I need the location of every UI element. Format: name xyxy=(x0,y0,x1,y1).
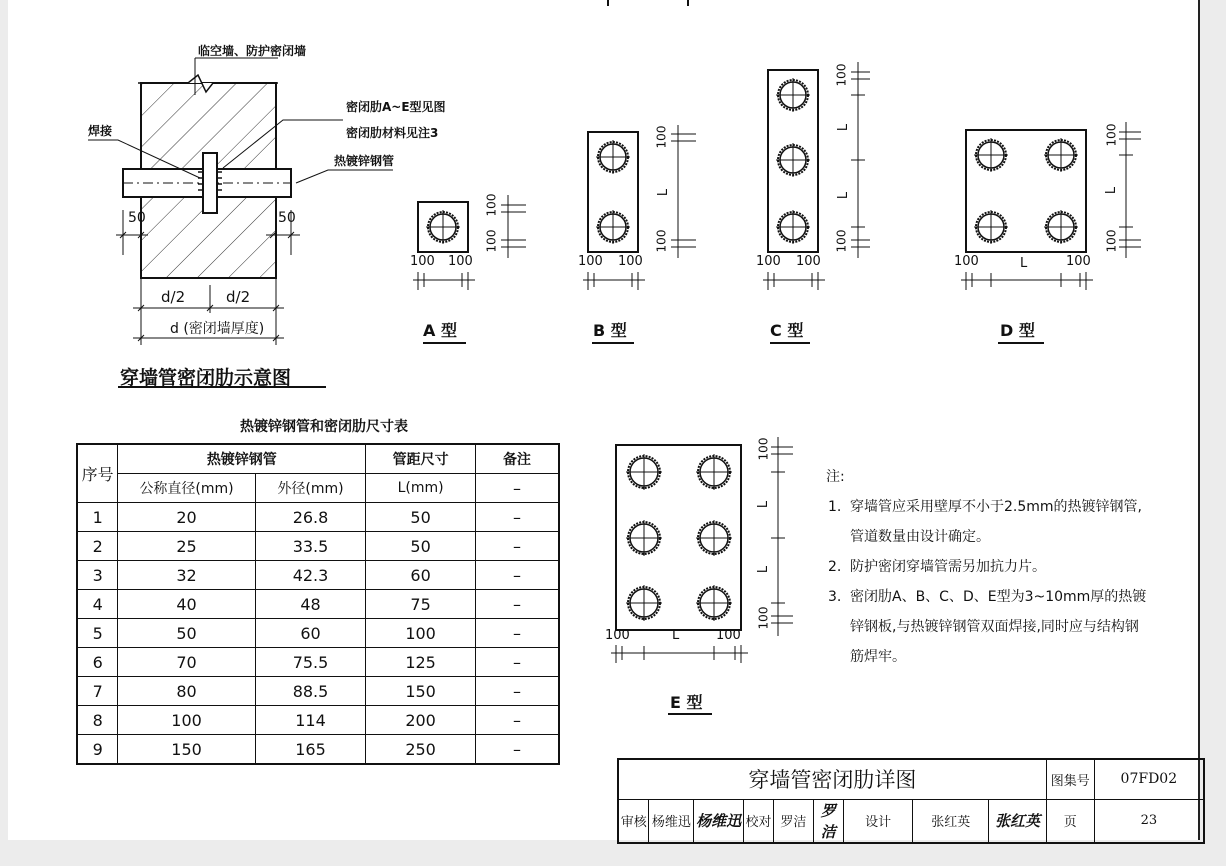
type-e-caption: E 型 xyxy=(670,693,703,712)
cell-l: 60 xyxy=(366,561,476,590)
reviewer-name: 杨维迅 xyxy=(649,799,694,843)
dim-e-l-h: L xyxy=(672,628,680,643)
cell-outer: 88.5 xyxy=(255,677,366,706)
dim-d-l-h: L xyxy=(1020,256,1028,271)
table-row xyxy=(77,532,559,561)
cell-remark: – xyxy=(475,561,559,590)
dim-d-bottom: 100 xyxy=(1104,229,1119,253)
cell-l: 150 xyxy=(366,677,476,706)
cell-l: 250 xyxy=(366,735,476,765)
atlas-label: 图集号 xyxy=(1046,759,1094,799)
table-row xyxy=(77,590,559,619)
design-label: 设计 xyxy=(843,799,913,843)
dim-c-l2: L xyxy=(836,191,852,200)
rib-material-label: 密闭肋材料见注3 xyxy=(346,126,439,140)
dim-a-bottom: 100 xyxy=(484,229,499,253)
cell-no: 9 xyxy=(77,735,118,765)
type-c-caption: C 型 xyxy=(770,321,804,340)
page-label: 页 xyxy=(1046,799,1094,843)
dim-c-left: 100 xyxy=(756,254,781,269)
table-body xyxy=(77,503,559,765)
edge-right-dim: 50 xyxy=(278,210,296,226)
page-number: 23 xyxy=(1094,799,1204,843)
cell-no: 6 xyxy=(77,648,118,677)
table-row xyxy=(77,648,559,677)
rib-type-label: 密闭肋A~E型见图 xyxy=(346,100,446,114)
cell-remark: – xyxy=(475,532,559,561)
title-block xyxy=(617,758,1205,844)
note-2-num: 2. xyxy=(828,559,842,575)
notes xyxy=(826,462,1176,672)
dim-d-left: 100 xyxy=(954,254,979,269)
table-row xyxy=(77,619,559,648)
note-3 xyxy=(826,582,1176,672)
dim-a-right: 100 xyxy=(448,254,473,269)
rib-type-b xyxy=(583,125,696,343)
edge-left-dim: 50 xyxy=(128,210,146,226)
dimension-table xyxy=(76,443,560,765)
dim-b-l: L xyxy=(656,188,672,197)
dim-e-left: 100 xyxy=(605,628,630,643)
rib-type-e xyxy=(611,437,793,714)
cell-outer: 75.5 xyxy=(255,648,366,677)
dim-e-l2: L xyxy=(756,565,772,574)
cell-remark: – xyxy=(475,503,559,532)
weld-label: 焊接 xyxy=(88,124,113,138)
cell-outer: 33.5 xyxy=(255,532,366,561)
header-index: 序号 xyxy=(77,444,118,503)
cell-no: 4 xyxy=(77,590,118,619)
cell-remark: – xyxy=(475,590,559,619)
dim-e-bottom: 100 xyxy=(756,606,771,630)
check-label: 校对 xyxy=(744,799,774,843)
designer-signature: 张红英 xyxy=(989,799,1047,843)
dim-c-right: 100 xyxy=(796,254,821,269)
table-row xyxy=(77,706,559,735)
cell-no: 8 xyxy=(77,706,118,735)
notes-heading: 注: xyxy=(826,469,845,485)
checker-signature: 罗洁 xyxy=(813,799,843,843)
drawing-sheet xyxy=(8,0,1200,840)
note-1 xyxy=(826,492,1176,552)
note-3-line2: 锌钢板,与热镀锌钢管双面焊接,同时应与结构钢 xyxy=(850,619,1139,635)
cell-no: 7 xyxy=(77,677,118,706)
cell-nominal: 32 xyxy=(118,561,255,590)
type-d-caption: D 型 xyxy=(1000,321,1035,340)
cell-nominal: 70 xyxy=(118,648,255,677)
dim-b-bottom: 100 xyxy=(654,229,669,253)
header-outer: 外径(mm) xyxy=(255,474,366,503)
header-pipe-group: 热镀锌钢管 xyxy=(118,444,366,474)
cell-no: 2 xyxy=(77,532,118,561)
type-b-caption: B 型 xyxy=(593,321,627,340)
half-right-dim: d/2 xyxy=(226,288,251,306)
cell-nominal: 150 xyxy=(118,735,255,765)
cell-outer: 165 xyxy=(255,735,366,765)
designer-name: 张红英 xyxy=(913,799,989,843)
cell-l: 100 xyxy=(366,619,476,648)
cell-l: 125 xyxy=(366,648,476,677)
dim-b-left: 100 xyxy=(578,254,603,269)
dim-d-right: 100 xyxy=(1066,254,1091,269)
dim-b-right: 100 xyxy=(618,254,643,269)
note-1-line2: 管道数量由设计确定。 xyxy=(850,529,990,545)
cell-remark: – xyxy=(475,735,559,765)
table-row xyxy=(77,677,559,706)
header-nominal: 公称直径(mm) xyxy=(118,474,255,503)
dim-a-top: 100 xyxy=(484,193,499,217)
half-left-dim: d/2 xyxy=(161,288,186,306)
header-dash: – xyxy=(475,474,559,503)
pipe-label: 热镀锌钢管 xyxy=(334,154,395,168)
cell-outer: 48 xyxy=(255,590,366,619)
thickness-dim: d (密闭墙厚度) xyxy=(170,321,265,337)
note-1-num: 1. xyxy=(828,499,842,515)
dim-c-bottom: 100 xyxy=(834,229,849,253)
table-row xyxy=(77,735,559,765)
dim-e-l1: L xyxy=(756,500,772,509)
note-2 xyxy=(826,552,1176,582)
type-a-caption: A 型 xyxy=(423,321,457,340)
header-remark: 备注 xyxy=(475,444,559,474)
dim-e-top: 100 xyxy=(756,437,771,461)
cell-nominal: 40 xyxy=(118,590,255,619)
cell-l: 200 xyxy=(366,706,476,735)
cell-remark: – xyxy=(475,677,559,706)
dim-b-top: 100 xyxy=(654,125,669,149)
cell-outer: 114 xyxy=(255,706,366,735)
dim-c-l1: L xyxy=(836,123,852,132)
cell-remark: – xyxy=(475,706,559,735)
cell-nominal: 25 xyxy=(118,532,255,561)
header-spacing: 管距尺寸 xyxy=(366,444,476,474)
table-row xyxy=(77,561,559,590)
dim-d-top: 100 xyxy=(1104,123,1119,147)
wall-label: 临空墙、防护密闭墙 xyxy=(198,44,307,58)
cell-outer: 60 xyxy=(255,619,366,648)
dim-e-right: 100 xyxy=(716,628,741,643)
drawing-title: 穿墙管密闭肋详图 xyxy=(618,759,1046,799)
review-label: 审核 xyxy=(618,799,649,843)
cell-remark: – xyxy=(475,648,559,677)
note-2-line1: 防护密闭穿墙管需另加抗力片。 xyxy=(850,559,1046,575)
cell-nominal: 20 xyxy=(118,503,255,532)
table-caption: 热镀锌钢管和密闭肋尺寸表 xyxy=(240,419,408,435)
cell-nominal: 50 xyxy=(118,619,255,648)
cell-no: 3 xyxy=(77,561,118,590)
note-3-line3: 筋焊牢。 xyxy=(850,649,906,665)
checker-name: 罗洁 xyxy=(773,799,813,843)
dim-a-left: 100 xyxy=(410,254,435,269)
note-1-line1: 穿墙管应采用壁厚不小于2.5mm的热镀锌钢管, xyxy=(850,499,1142,515)
cell-remark: – xyxy=(475,619,559,648)
cell-l: 75 xyxy=(366,590,476,619)
reviewer-signature: 杨维迅 xyxy=(694,799,744,843)
section-title: 穿墙管密闭肋示意图 xyxy=(120,367,292,389)
table-row xyxy=(77,503,559,532)
note-3-line1: 密闭肋A、B、C、D、E型为3~10mm厚的热镀 xyxy=(850,589,1147,605)
cell-outer: 42.3 xyxy=(255,561,366,590)
header-l-unit: L(mm) xyxy=(366,474,476,503)
note-3-num: 3. xyxy=(828,589,842,605)
rib-type-c xyxy=(763,62,870,343)
cell-no: 1 xyxy=(77,503,118,532)
cell-nominal: 80 xyxy=(118,677,255,706)
cell-l: 50 xyxy=(366,503,476,532)
dim-d-l-v: L xyxy=(1104,186,1120,195)
atlas-number: 07FD02 xyxy=(1094,759,1204,799)
dim-c-top: 100 xyxy=(834,63,849,87)
cell-l: 50 xyxy=(366,532,476,561)
cell-nominal: 100 xyxy=(118,706,255,735)
cell-outer: 26.8 xyxy=(255,503,366,532)
cell-no: 5 xyxy=(77,619,118,648)
